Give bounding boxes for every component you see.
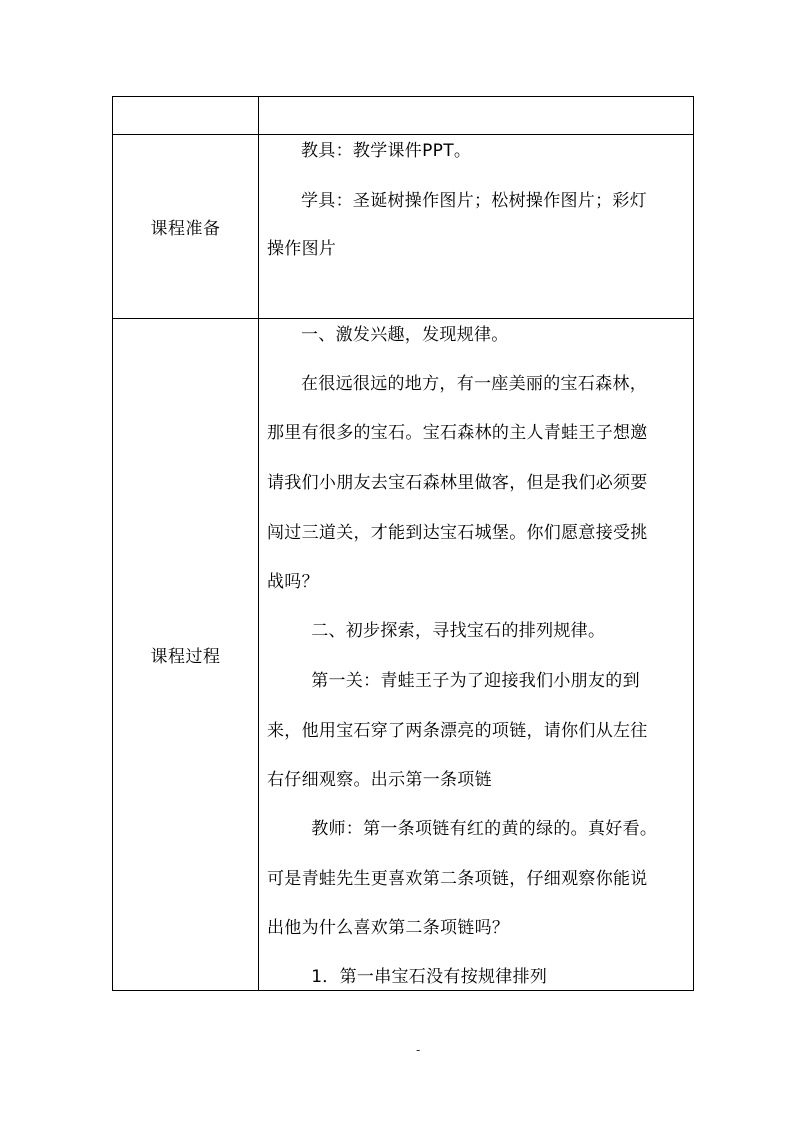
process-line-12: 可是青蛙先生更喜欢第二条项链，仔细观察你能说 <box>267 869 648 889</box>
process-line-8: 第一关：青蛙王子为了迎接我们小朋友的到 <box>311 671 640 691</box>
prep-content-cell <box>259 135 694 319</box>
process-line-14: 1．第一串宝石没有按规律排列 <box>311 967 548 987</box>
table-row-empty <box>113 97 694 135</box>
prep-line-3: 操作图片 <box>267 239 337 259</box>
process-line-3: 那里有很多的宝石。宝石森林的主人青蛙王子想邀 <box>267 423 648 443</box>
process-line-13: 出他为什么喜欢第二条项链吗？ <box>267 918 510 938</box>
process-label: 课程过程 <box>150 647 221 667</box>
page-footer-mark: - <box>416 1043 421 1057</box>
table-row-preparation <box>113 135 694 319</box>
prep-label: 课程准备 <box>150 219 221 239</box>
process-line-2: 在很远很远的地方，有一座美丽的宝石森林， <box>301 374 647 394</box>
table-row-process <box>113 319 694 991</box>
prep-label-cell <box>113 135 259 319</box>
prep-line-2: 学具：圣诞树操作图片；松树操作图片；彩灯 <box>301 191 647 211</box>
prep-line-1: 教具：教学课件PPT。 <box>301 141 472 161</box>
process-line-10: 右仔细观察。出示第一条项链 <box>267 770 492 790</box>
process-line-5: 闯过三道关，才能到达宝石城堡。你们愿意接受挑 <box>267 523 648 543</box>
process-label-cell <box>113 319 259 991</box>
process-line-7: 二、初步探索，寻找宝石的排列规律。 <box>311 621 606 641</box>
process-line-1: 一、激发兴趣，发现规律。 <box>301 325 509 345</box>
empty-label-cell <box>113 97 259 135</box>
empty-content-cell <box>259 97 694 135</box>
process-line-9: 来，他用宝石穿了两条漂亮的项链，请你们从左往 <box>267 721 648 741</box>
process-line-6: 战吗？ <box>267 572 319 592</box>
process-line-4: 请我们小朋友去宝石森林里做客，但是我们必须要 <box>267 473 648 493</box>
process-line-11: 教师：第一条项链有红的黄的绿的。真好看。 <box>311 819 658 839</box>
lesson-plan-table <box>112 96 694 991</box>
process-content-cell <box>259 319 694 991</box>
